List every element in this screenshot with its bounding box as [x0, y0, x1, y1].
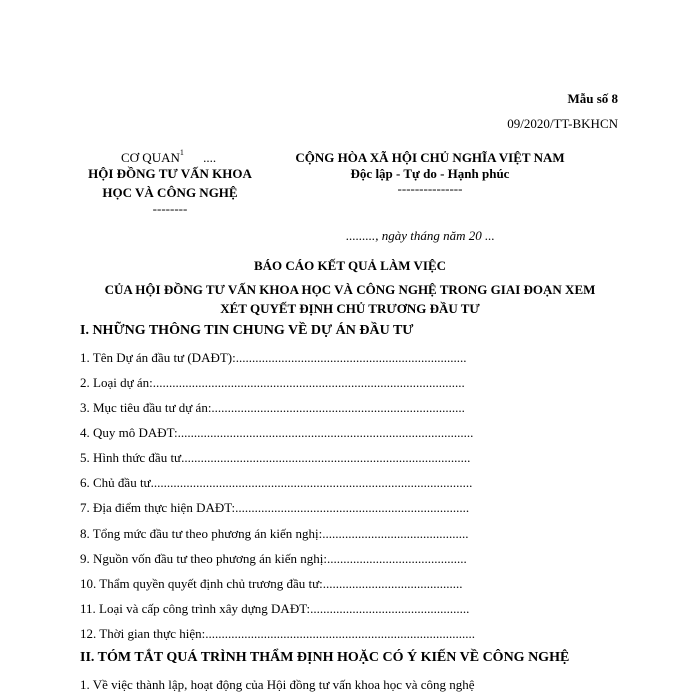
info-item-total-investment: 8. Tổng mức đầu tư theo phương án kiến nghị:.............................................: [80, 526, 469, 541]
left-divider: --------: [152, 201, 188, 216]
info-item-scale: 4. Quy mô DAĐT:...........................................................................................: [80, 425, 474, 440]
country-name: CỘNG HÒA XÃ HỘI CHỦ NGHĨA VIỆT NAM: [295, 150, 565, 165]
info-item-investment-form: 5. Hình thức đầu tư.........................................................................................: [80, 450, 471, 465]
info-item-objective: 3. Mục tiêu đầu tư dự án:..............................................................................: [80, 400, 465, 415]
info-item-duration: 12. Thời gian thực hiện:...................................................................................: [80, 626, 475, 641]
section-2-heading: II. TÓM TẮT QUÁ TRÌNH THẨM ĐỊNH HOẶC CÓ Ý KIẾN VỀ CÔNG NGHỆ: [80, 650, 570, 665]
right-divider: ---------------: [397, 181, 463, 196]
info-item-project-type: 2. Loại dự án:................................................................................................: [80, 375, 465, 390]
agency-line: [121, 150, 216, 166]
council-name-line2: HỌC VÀ CÔNG NGHỆ: [102, 185, 238, 200]
info-item-capital-source: 9. Nguồn vốn đầu tư theo phương án kiến nghị:...........................................: [80, 551, 467, 566]
agency-label: CƠ QUAN: [121, 150, 180, 165]
section-1-heading: I. NHỮNG THÔNG TIN CHUNG VỀ DỰ ÁN ĐẦU TƯ: [80, 323, 414, 338]
info-item-authority: 10. Thẩm quyền quyết định chủ trương đầu tư:...........................................: [80, 576, 463, 591]
section-2-item-1: 1. Về việc thành lập, hoạt động của Hội đồng tư vấn khoa học và công nghệ: [80, 677, 475, 692]
report-subtitle-line2: XÉT QUYẾT ĐỊNH CHỦ TRƯƠNG ĐẦU TƯ: [220, 301, 480, 316]
report-subtitle-line1: CỦA HỘI ĐỒNG TƯ VẤN KHOA HỌC VÀ CÔNG NGHỆ TRONG GIAI ĐOẠN XEM: [104, 282, 596, 297]
footnote-marker: 1: [179, 148, 184, 157]
info-item-investor: 6. Chủ đầu tư...................................................................................................: [80, 475, 473, 490]
national-motto: Độc lập - Tự do - Hạnh phúc: [350, 166, 510, 181]
date-line: ........., ngày tháng năm 20 ...: [346, 228, 495, 243]
report-title: BÁO CÁO KẾT QUẢ LÀM VIỆC: [253, 258, 447, 273]
agency-dots: ....: [203, 150, 217, 165]
info-item-location: 7. Địa điểm thực hiện DAĐT:........................................................................: [80, 500, 470, 515]
circular-number: 09/2020/TT-BKHCN: [507, 116, 618, 131]
form-number: Mẫu số 8: [567, 91, 618, 106]
info-item-construction-type: 11. Loại và cấp công trình xây dựng DAĐT:.................................................: [80, 601, 470, 616]
info-item-project-name: 1. Tên Dự án đầu tư (DAĐT):.......................................................................: [80, 350, 467, 365]
council-name-line1: HỘI ĐỒNG TƯ VẤN KHOA: [88, 166, 252, 181]
